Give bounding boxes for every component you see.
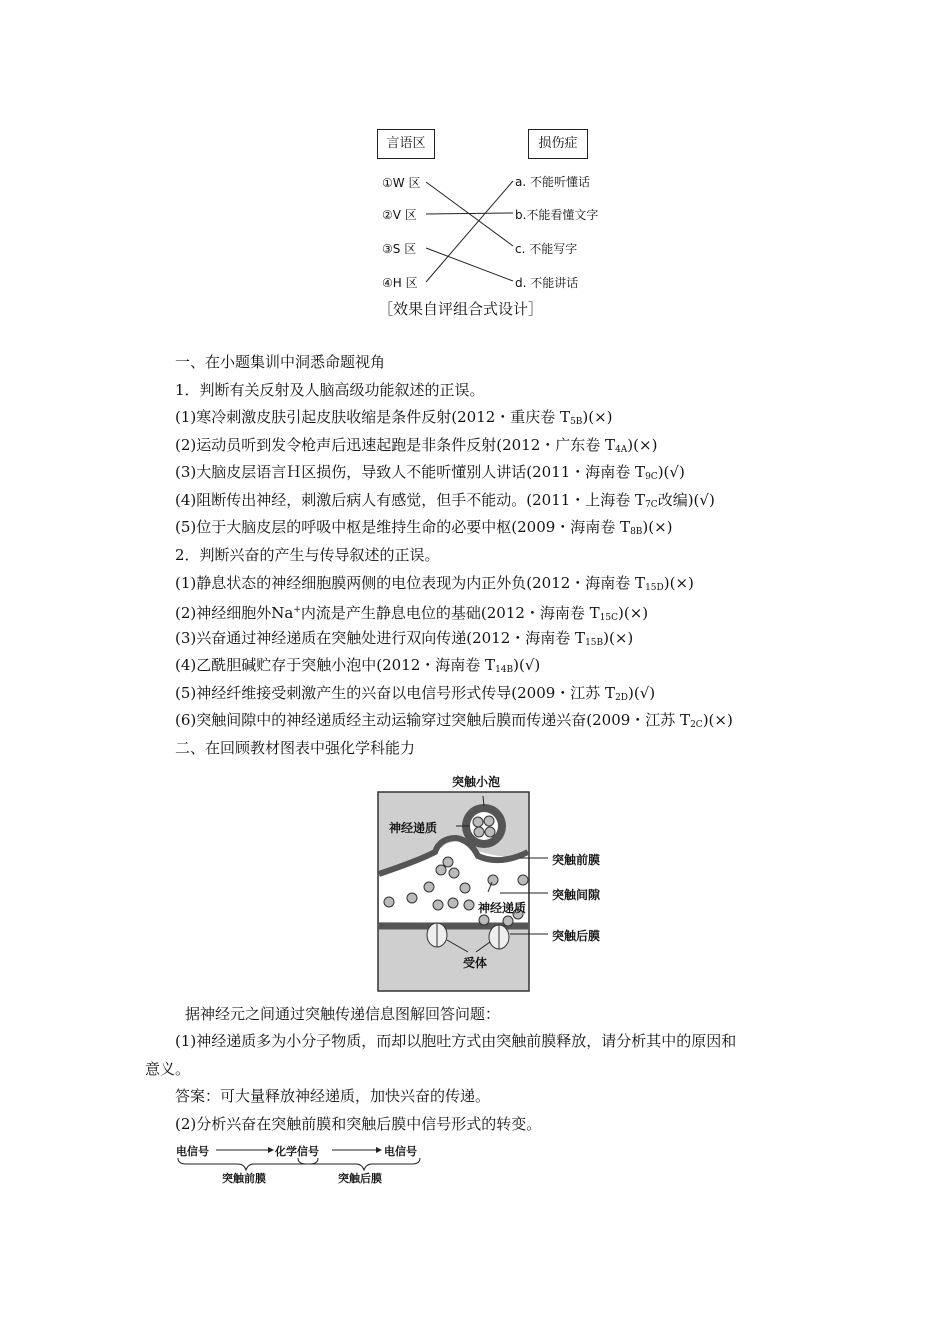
flow-signal-2: 化学信号 [275, 1145, 319, 1158]
left-header: 言语区 [386, 136, 426, 151]
flow-arrowhead-1 [268, 1147, 274, 1153]
right-item-d: d. 不能讲话 [515, 276, 579, 290]
q2-item-5: (5)神经纤维接受刺激产生的兴奋以电信号形式传导(2009・江苏 $T_{2D})(√)$ [175, 684, 656, 703]
answer-a: 答案：可大量释放神经递质，加快兴奋的传递。 [175, 1087, 491, 1105]
label-post-membrane: 突触后膜 [552, 929, 601, 943]
left-item-h: ④H 区 [382, 276, 418, 290]
question-intro: 据神经元之间通过突触传递信息图解回答问题： [185, 1005, 501, 1023]
part1-heading: 一、在小题集训中洞悉命题视角 [175, 353, 386, 371]
q1-item-5: (5)位于大脑皮层的呼吸中枢是维持生命的必要中枢(2009・海南卷 $T_{8B})(\times)$ [175, 518, 673, 537]
q1-item-1: (1)寒冷刺激皮肤引起皮肤收缩是条件反射(2012・重庆卷 $T_{5B})(\times)$ [175, 408, 613, 427]
part2-heading: 二、在回顾教材图表中强化学科能力 [175, 739, 416, 757]
flow-signal-3: 电信号 [384, 1145, 417, 1158]
question-a-line2: 意义。 [145, 1060, 191, 1078]
label-receptor: 受体 [463, 956, 488, 970]
right-item-a: a. 不能听懂话 [515, 175, 590, 189]
q2-heading: 2．判断兴奋的产生与传导叙述的正误。 [175, 546, 440, 564]
flow-group-1: 突触前膜 [222, 1172, 266, 1185]
flow-arrowhead-2 [376, 1147, 382, 1153]
label-vesicle: 突触小泡 [452, 775, 501, 789]
right-header: 损伤症 [538, 136, 578, 151]
label-transmitter-top: 神经递质 [389, 821, 438, 835]
label-cleft: 突触间隙 [552, 888, 601, 902]
q2-item-4: (4)乙酰胆碱贮存于突触小泡中(2012・海南卷 $T_{14B})(√)$ [175, 656, 541, 675]
q2-item-3: (3)兴奋通过神经递质在突触处进行双向传递(2012・海南卷 $T_{15B})(\times)$ [175, 629, 634, 648]
q2-item-1: (1)静息状态的神经细胞膜两侧的电位表现为内正外负(2012・海南卷 $T_{15D})(\times)$ [175, 574, 694, 593]
flow-signal-1: 电信号 [176, 1145, 209, 1158]
flow-group-2: 突触后膜 [338, 1172, 382, 1185]
label-pre-membrane: 突触前膜 [552, 853, 601, 867]
flow-brace-2 [298, 1158, 420, 1170]
left-item-s: ③S 区 [382, 242, 417, 256]
question-a-line1: (1)神经递质多为小分子物质，而却以胞吐方式由突触前膜释放，请分析其中的原因和 [175, 1032, 737, 1050]
left-item-w: ①W 区 [382, 176, 421, 190]
right-item-c: c. 不能写字 [515, 242, 578, 256]
q1-heading: 1．判断有关反射及人脑高级功能叙述的正误。 [175, 381, 485, 399]
label-transmitter-mid: 神经递质 [478, 901, 527, 915]
section-title: ［效果自评组合式设计］ [378, 300, 544, 318]
q1-item-3: (3)大脑皮层语言Ｈ区损伤，导致人不能听懂别人讲话(2011・海南卷 $T_{9C})(√)$ [175, 463, 685, 482]
q1-item-4: (4)阻断传出神经，刺激后病人有感觉，但手不能动。(2011・上海卷 $T_{7C}$改编)(√) [175, 491, 715, 510]
q2-item-2: (2)神经细胞外Na+内流是产生静息电位的基础(2012・海南卷 $T_{15C})(\times)$ [175, 604, 649, 623]
right-item-b: b.不能看懂文字 [515, 208, 599, 222]
left-item-v: ②V 区 [382, 208, 417, 222]
q2-item-6: (6)突触间隙中的神经递质经主动运输穿过突触后膜而传递兴奋(2009・江苏 $T_{2C})(\times)$ [175, 711, 733, 730]
flow-brace-1 [178, 1158, 318, 1170]
q1-item-2: (2)运动员听到发令枪声后迅速起跑是非条件反射(2012・广东卷 $T_{4A})(\times)$ [175, 436, 658, 455]
question-b: (2)分析兴奋在突触前膜和突触后膜中信号形式的转变。 [175, 1115, 542, 1133]
